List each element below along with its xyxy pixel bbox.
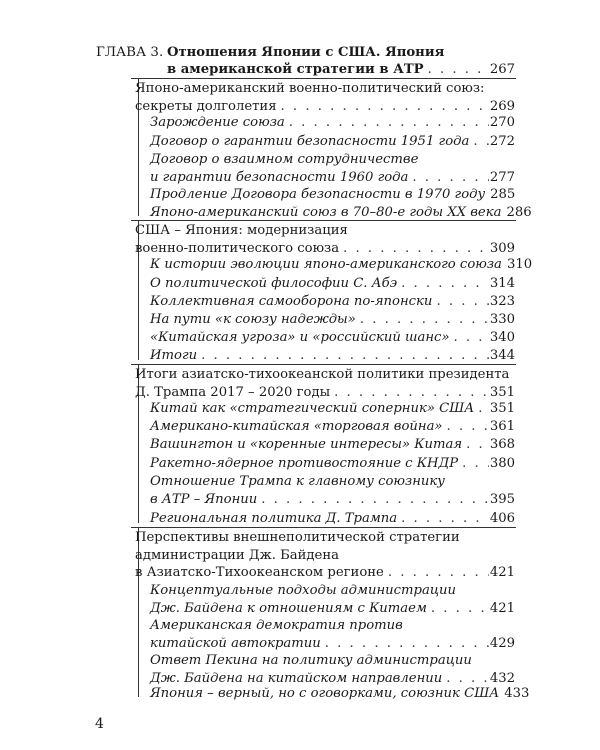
- toc-text: Коллективная самооборона по-японски: [150, 294, 433, 309]
- toc-text: Американо-китайская «торговая война»: [150, 419, 443, 434]
- leader-dots: [436, 293, 488, 310]
- toc-text: Японо-американский союз в 70–80-е годы XX века: [150, 205, 502, 220]
- page-ref: 380: [489, 456, 515, 471]
- toc-text: Зарождение союза: [150, 115, 285, 130]
- page-ref: 432: [489, 670, 515, 686]
- toc-text: Япония – верный, но с оговорками, союзник США: [150, 686, 500, 701]
- subsection-entry: [150, 510, 515, 528]
- page-ref: 433: [504, 686, 530, 701]
- page-ref: 270: [489, 115, 515, 130]
- toc-line: Японо-американский военно-политический союз:: [135, 81, 485, 96]
- toc-line: [135, 240, 515, 258]
- toc-line: [150, 347, 515, 365]
- toc-line: [150, 418, 515, 436]
- leader-dots: [473, 133, 488, 150]
- toc-text: Региональная политика Д. Трампа: [150, 511, 398, 526]
- toc-line: [150, 204, 532, 222]
- leader-dots: [201, 347, 489, 364]
- subsection-entry: [150, 652, 515, 687]
- toc-text: «Китайская угроза» и «российский шанс»: [150, 330, 450, 345]
- toc-line: Американская демократия против: [150, 618, 403, 633]
- chapter-title-line: [167, 61, 515, 78]
- subsection-entry: [150, 582, 515, 617]
- page-ref: 361: [489, 419, 515, 434]
- section-entry: [135, 529, 515, 582]
- toc-line: [135, 564, 515, 582]
- subsection-entry: [150, 400, 515, 418]
- subsection-entry: [150, 617, 515, 652]
- page-ref: 421: [489, 600, 515, 616]
- subsection-entry: [150, 418, 515, 436]
- toc-text: Китай как «стратегический соперник» США: [150, 401, 475, 416]
- section-divider: [131, 527, 516, 528]
- toc-line: [150, 436, 515, 454]
- toc-line: Перспективы внешнеполитической стратегии: [135, 530, 460, 545]
- page-ref: 395: [489, 491, 515, 507]
- page-ref: 314: [489, 276, 515, 291]
- toc-line: Итоги азиатско-тихоокеанской политики президента: [135, 367, 510, 382]
- toc-line: [150, 256, 533, 274]
- toc-line: [150, 491, 515, 509]
- page-ref: 406: [489, 511, 515, 526]
- section-entry: [135, 80, 515, 115]
- page-ref: 330: [489, 312, 515, 327]
- toc-text: в американской стратегии в АТР: [167, 62, 424, 77]
- subsection-entry: [150, 256, 533, 274]
- subsection-entry: [150, 311, 515, 329]
- leader-dots: [281, 98, 489, 115]
- leader-dots: [401, 510, 489, 527]
- toc-line: [150, 133, 515, 151]
- page-ref: 368: [489, 437, 515, 452]
- toc-text: военно-политического союза: [135, 240, 340, 256]
- subsection-entry: [150, 114, 515, 132]
- leader-dots: [388, 564, 489, 581]
- toc-line: [150, 455, 515, 473]
- subsection-entry: [150, 293, 515, 311]
- leader-dots: [289, 114, 489, 131]
- toc-text: На пути «к союзу надежды»: [150, 312, 356, 327]
- subsection-entry: [150, 347, 515, 365]
- toc-text: О политической философии С. Абэ: [150, 276, 398, 291]
- page-ref: 267: [489, 62, 515, 77]
- leader-dots: [428, 61, 489, 78]
- subsection-entry: [150, 186, 515, 204]
- toc-line: [150, 400, 515, 418]
- toc-line: [150, 275, 515, 293]
- toc-line: [150, 114, 515, 132]
- chapter-label: ГЛАВА 3.: [96, 45, 164, 60]
- toc-line: Концептуальные подходы администрации: [150, 583, 457, 598]
- toc-line: [150, 510, 515, 528]
- leader-dots: [466, 436, 489, 453]
- toc-text: Дж. Байдена к отношениям с Китаем: [150, 600, 427, 616]
- toc-line: администрации Дж. Байдена: [135, 547, 340, 563]
- toc-text: китайской автократии: [150, 635, 321, 651]
- toc-line: [150, 685, 530, 703]
- page-ref: 269: [489, 98, 515, 114]
- page-ref: 340: [489, 330, 515, 345]
- page-ref: 310: [506, 257, 533, 272]
- toc-text: Вашингтон и «коренные интересы» Китая: [150, 437, 463, 452]
- toc-line: [150, 311, 515, 329]
- page-number: 4: [95, 716, 104, 732]
- page-ref: 351: [489, 401, 515, 416]
- toc-text: в Азиатско-Тихоокеанском регионе: [135, 565, 384, 581]
- toc-text: секреты долголетия: [135, 98, 277, 114]
- subsection-entry: [150, 685, 530, 703]
- toc-text: в АТР – Японии: [150, 491, 258, 507]
- toc-text: К истории эволюции японо-американского союза: [150, 257, 502, 272]
- subsection-entry: [150, 436, 515, 454]
- page-ref: 285: [490, 187, 516, 202]
- toc-text: Ракетно-ядерное противостояние с КНДР: [150, 456, 459, 471]
- toc-line: [150, 293, 515, 311]
- page-ref: 421: [489, 565, 515, 581]
- subsection-entry: [150, 455, 515, 473]
- page-ref: 277: [489, 169, 515, 185]
- leader-dots: [401, 275, 489, 292]
- subsection-entry: [150, 473, 515, 508]
- subsection-entry: [150, 151, 515, 186]
- page-ref: 351: [489, 384, 515, 400]
- page-ref: 286: [506, 205, 532, 220]
- toc-text: Договор о гарантии безопасности 1951 года: [150, 134, 470, 149]
- page-ref: 344: [489, 348, 515, 363]
- toc-line: Отношение Трампа к главному союзнику: [150, 474, 445, 489]
- page-ref: 272: [489, 134, 515, 149]
- section-entry: [135, 366, 515, 401]
- chapter-heading: [167, 44, 515, 78]
- toc-text: Продление Договора безопасности в 1970 году: [150, 187, 486, 202]
- toc-line: Договор о взаимном сотрудничестве: [150, 152, 419, 167]
- subsection-entry: [150, 204, 532, 222]
- subsection-entry: [150, 329, 515, 347]
- toc-line: [150, 329, 515, 347]
- chapter-title-line: Отношения Японии с США. Япония: [167, 45, 445, 60]
- leader-dots: [334, 384, 489, 401]
- toc-line: [150, 186, 515, 204]
- toc-line: [150, 600, 515, 618]
- section-entry: [135, 222, 515, 257]
- page-ref: 323: [489, 294, 515, 309]
- leader-dots: [478, 400, 489, 417]
- section-divider: [131, 78, 516, 79]
- leader-dots: [447, 418, 489, 435]
- toc-line: [135, 384, 515, 402]
- leader-dots: [360, 311, 489, 328]
- toc-line: [150, 169, 515, 187]
- toc-text: Дж. Байдена на китайском направлении: [150, 670, 443, 686]
- leader-dots: [412, 169, 488, 186]
- page-ref: 429: [489, 635, 515, 651]
- toc-line: Ответ Пекина на политику администрации: [150, 653, 472, 668]
- toc-text: Итоги: [150, 348, 198, 363]
- page-ref: 309: [489, 240, 515, 256]
- leader-dots: [431, 600, 489, 617]
- toc-text: и гарантии безопасности 1960 года: [150, 169, 409, 185]
- toc-line: США – Япония: модернизация: [135, 223, 348, 238]
- toc-line: [150, 635, 515, 653]
- leader-dots: [343, 240, 489, 257]
- toc-text: Д. Трампа 2017 – 2020 годы: [135, 384, 331, 400]
- toc-line: [135, 98, 515, 116]
- leader-dots: [325, 635, 489, 652]
- leader-dots: [462, 455, 489, 472]
- leader-dots: [261, 491, 489, 508]
- subsection-entry: [150, 133, 515, 151]
- subsection-entry: [150, 275, 515, 293]
- leader-dots: [454, 329, 489, 346]
- section-divider: [131, 220, 516, 221]
- section-divider: [131, 364, 516, 365]
